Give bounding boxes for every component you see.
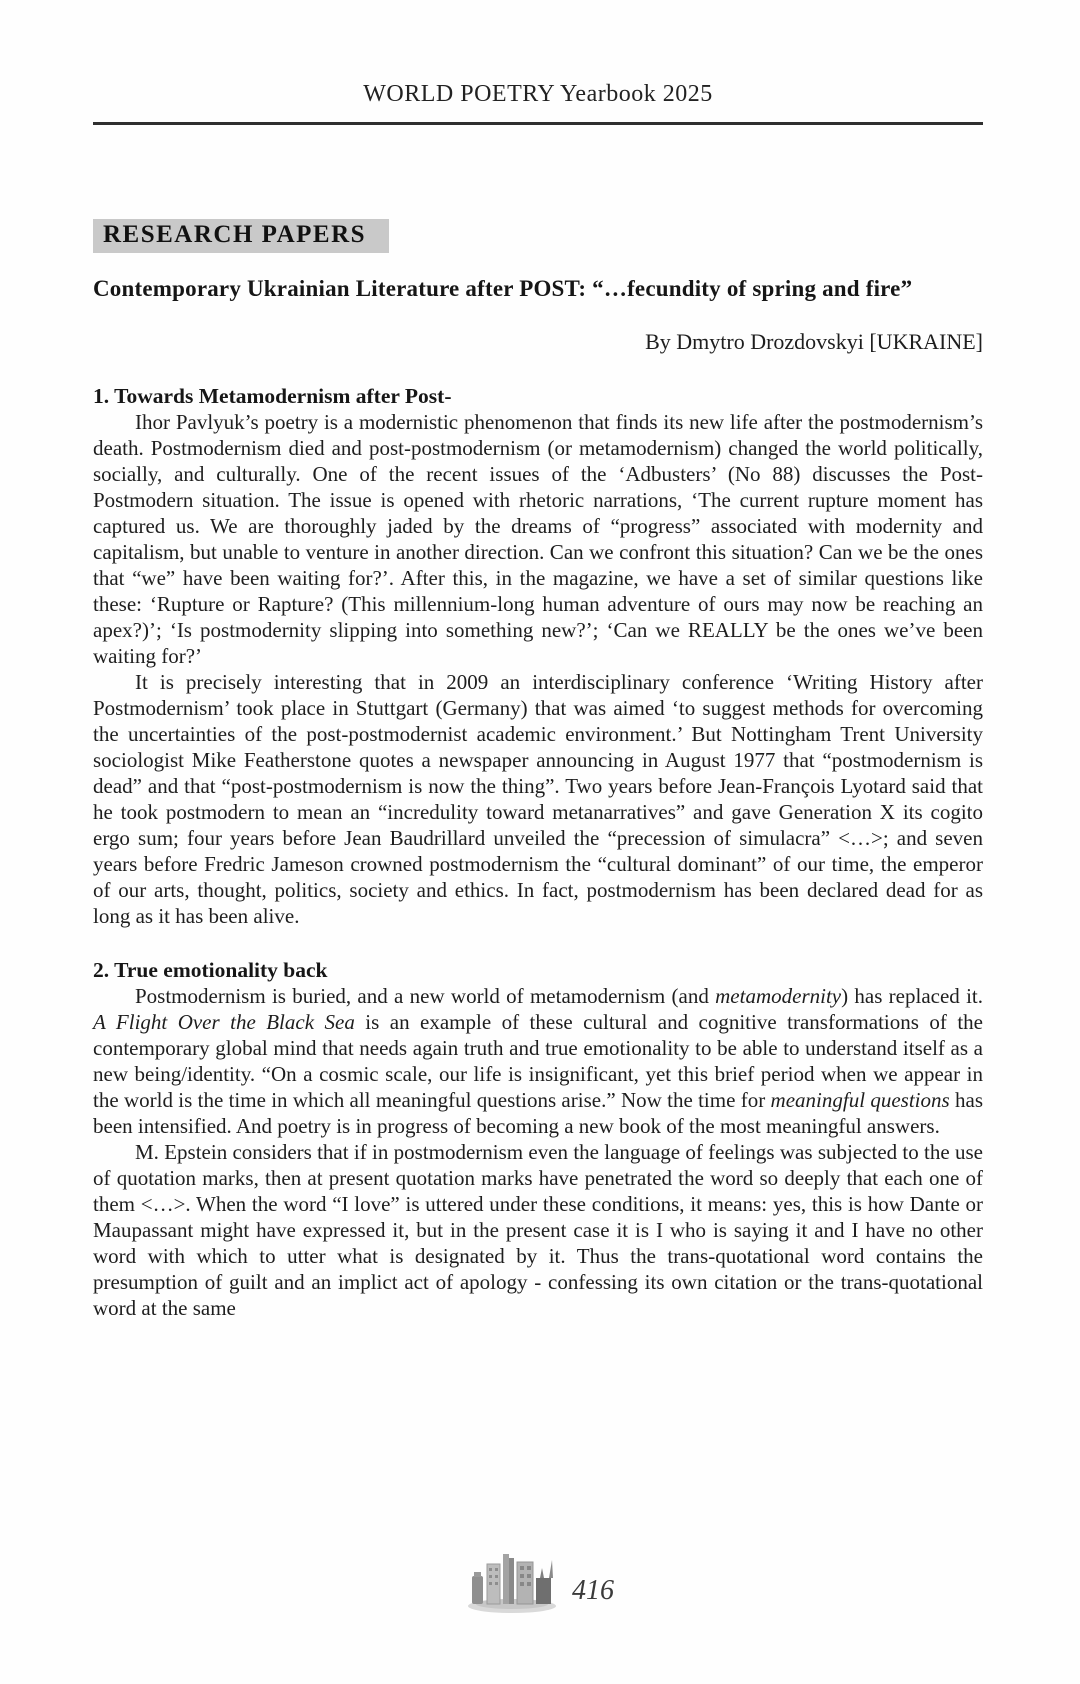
page-content xyxy=(93,0,983,1321)
running-header: WORLD POETRY Yearbook 2025 xyxy=(363,81,713,107)
page-number: 416 xyxy=(572,1575,614,1606)
article-body xyxy=(93,383,983,1321)
paragraph: Postmodernism is buried, and a new world of metamodernism (and metamodernity) has replaced it. A Flight Over the Black Sea is an example of these cultural and cognitive transformations of the contemporary global mind that needs again truth and true emotionality to be able to understand itself as a new being/identity. “On a cosmic scale, our life is insignificant, yet this brief period when we appear in the world is the time in which all meaningful questions arise.” Now the time for meaningful questions has been intensified. And poetry is in progress of becoming a new book of the most meaningful answers. xyxy=(93,984,984,1138)
section-heading: 2. True emotionality back xyxy=(93,958,328,982)
page-footer xyxy=(0,1548,1080,1616)
paragraph: M. Epstein considers that if in postmodernism even the language of feelings was subjected to the use of quotation marks, then at present quotation marks have penetrated the word so deeply that each one of them <…>. When the word “I love” is uttered under these conditions, it means: yes, this is how Dante or Maupassant might have expressed it, but in the present case it is I who is saying it and I have no other word with which to utter what is designated by it. Thus the trans-quotational word contains the presumption of guilt and an implict act of apology - confessing its own citation or the trans-quotational word at the same xyxy=(93,1140,983,1320)
city-skyline-icon xyxy=(466,1548,566,1616)
research-papers-banner: RESEARCH PAPERS xyxy=(93,219,389,253)
paragraph: Ihor Pavlyuk’s poetry is a modernistic phenomenon that finds its new life after the postmodernism’s death. Postmodernism died and post-postmodernism (or metamodernism) changed the world politically, socially, and culturally. One of the recent issues of the ‘Adbusters’ (No 88) discusses the Post-Postmodern situation. The issue is opened with rhetoric narrations, ‘The current rupture moment has captured us. We are thoroughly jaded by the dreams of “progress” associated with modernity and capitalism, but unable to venture in another direction. Can we confront this situation? Can we be the ones that “we” have been waiting for?’. After this, in the magazine, we have a set of similar questions like these: ‘Rupture or Rapture? (This millennium-long human adventure of ours may now be reaching an apex?)’; ‘Is postmodernity slipping into something new?’; ‘Can we REALLY be the ones we’ve been waiting for?’ xyxy=(93,410,983,668)
paragraph: It is precisely interesting that in 2009 an interdisciplinary conference ‘Writing History after Postmodernism’ took place in Stuttgart (Germany) that was aimed ‘to suggest methods for overcoming the uncertainties of the post-postmodernist academic environment.’ But Nottingham Trent University sociologist Mike Featherstone quotes a newspaper announcing in August 1977 that “postmodernism is dead” and that “post-postmodernism is now the thing”. Two years before Jean-François Lyotard said that he took postmodern to mean an “incredulity toward metanarratives” and gave Generation X its cogito ergo sum; four years before Jean Baudrillard unveiled the “precession of simulacra” <…>; and seven years before Fredric Jameson crowned postmodernism the “cultural dominant” of our time, the emperor of our arts, thought, politics, society and ethics. In fact, postmodernism has been declared dead for as long as it has been alive. xyxy=(93,670,983,928)
article-title: Contemporary Ukrainian Literature after POST: “…fecundity of spring and fire” xyxy=(93,276,913,301)
italic-text: A Flight Over the Black Sea xyxy=(93,1010,355,1034)
article-byline: By Dmytro Drozdovskyi [UKRAINE] xyxy=(645,329,983,354)
italic-text: metamodernity xyxy=(715,984,842,1008)
italic-text: meaningful questions xyxy=(770,1088,950,1112)
section-heading: 1. Towards Metamodernism after Post- xyxy=(93,384,452,408)
